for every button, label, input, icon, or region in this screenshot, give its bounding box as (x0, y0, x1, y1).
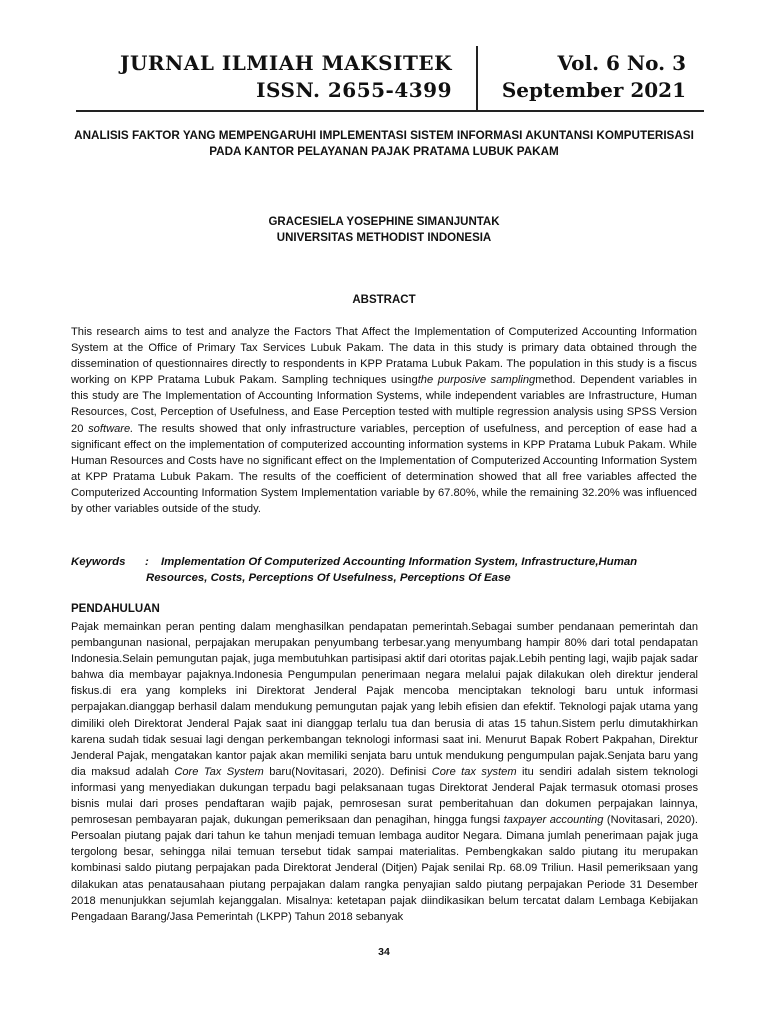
section-body (71, 619, 698, 925)
author-block (64, 214, 704, 246)
abstract-part-3: The results showed that only infrastructure variables, perception of usefulness, and perception of ease had a significant effect on the implementation of computerized accounting information systems in KPP Pratama Lubuk Pakam. While Human Resources and Costs have no significant effect on the Implementation of Computerized Accounting Information System at KPP Pratama Lubuk Pakam. The results of the coefficient of determination showed that all free variables affected the Computerized Accounting Information System Implementation variable by 67.80%, while the remaining 32.20% was influenced by other variables outside of the study. (71, 422, 697, 516)
header-rule (76, 110, 704, 112)
body-italic-1: Core Tax System (174, 765, 264, 778)
body-italic-3: taxpayer accounting (503, 814, 604, 827)
body-part-3: itu sendiri adalah sistem teknologi informasi yang menyediakan dukungan terpadu bagi pelaksanaan tugas Direktorat Jenderal Pajak termasuk otomasi proses bisnis mulai dari proses pendaftaran wajib pajak, pemrosesan surat pemberitahuan dan dokumen perpajakan lainnya, pemrosesan pembayaran pajak, dukungan pemeriksaan dan penagihan, hingga fungsi (71, 765, 698, 827)
journal-volume: Vol. 6 No. 3 (557, 51, 686, 75)
body-part-4: (Novitasari, 2020). Persoalan piutang pajak dari tahun ke tahun menjadi temuan lembaga auditor Negara. Dimana jumlah penerimaan pajak juga tergolong besar, sehingga nilai temuan tersebut tidak sampai materialitas. Pembengkakan saldo piutang itu merupakan kombinasi saldo piutang perpajakan pada Direktorat Jenderal (Ditjen) Pajak senilai Rp. 68.09 Triliun. Hasil pemeriksaan yang dilakukan atas penatausahaan piutang perpajakan dalam rangka penyajian saldo piutang perpajakan Periode 31 Desember 2018 menunjukkan sejumlah kejanggalan. Misalnya: ketetapan pajak diindikasikan belum tercatat dalam Lembaga Kebijakan Pengadaan Barang/Jasa Pemerintah (LKPP) Tahun 2018 sebanyak (71, 814, 698, 923)
keywords-block (71, 554, 699, 586)
paper-title (64, 128, 704, 160)
abstract-italic-2: software. (88, 422, 134, 435)
journal-name: JURNAL ILMIAH MAKSITEK (120, 51, 452, 75)
paper-title-line-2: PADA KANTOR PELAYANAN PAJAK PRATAMA LUBUK PAKAM (209, 145, 559, 158)
abstract-part-2: method. Dependent variables in this study are The Implementation of Accounting Information Systems, while independent variables are Infrastructure, Human Resources, Cost, Perception of Usefulness, and Ease Perception tested with multiple regression analysis using SPSS Version 20 (71, 374, 698, 435)
keywords-label: Keywords (71, 556, 126, 568)
journal-header-left (0, 50, 452, 104)
abstract-text (71, 324, 697, 517)
keywords-separator: : (145, 556, 149, 568)
journal-issn: ISSN. 2655-4399 (256, 78, 452, 102)
abstract-part-1: This research aims to test and analyze the Factors That Affect the Implementation of Computerized Accounting Information System at the Office of Primary Tax Services Lubuk Pakam. The data in this study is primary data obtained through the dissemination of questionnaires directly to respondents in KPP Pratama Lubuk Pakam. The population in this study is a fiscus working on KPP Pratama Lubuk Pakam. Sampling techniques using (71, 326, 697, 387)
author-affiliation: UNIVERSITAS METHODIST INDONESIA (276, 232, 492, 244)
keywords-text: Implementation Of Computerized Accounting Information System, Infrastructure,Human Resources, Costs, Perceptions Of Usefulness, Perceptions Of Ease (146, 556, 638, 584)
body-italic-2: Core tax system (431, 765, 517, 778)
abstract-heading: ABSTRACT (352, 294, 416, 306)
journal-header-right (496, 50, 686, 104)
header-divider-vertical (476, 46, 478, 112)
journal-date: September 2021 (501, 78, 686, 102)
abstract-italic-1: the purposive sampling (417, 374, 536, 387)
page-number: 34 (378, 946, 390, 958)
author-name: GRACESIELA YOSEPHINE SIMANJUNTAK (268, 216, 500, 228)
body-part-2: baru(Novitasari, 2020). Definisi (263, 765, 432, 778)
paper-title-line-1: ANALISIS FAKTOR YANG MEMPENGARUHI IMPLEMENTASI SISTEM INFORMASI AKUNTANSI KOMPUTERISASI (74, 129, 694, 142)
body-part-1: Pajak memainkan peran penting dalam menghasilkan pendapatan pemerintah.Sebagai sumber pendanaan pemerintah dan pembangunan nasional, perpajakan merupakan penyumbang terbesar.yang menyumbang hampir 80% dari total pendapatan Indonesia.Selain pemungutan pajak, juga membutuhkan partisipasi aktif dari otoritas pajak.Lebih penting lagi, wajib pajak sadar bahwa dia membayar pajaknya.Indonesia Pengumpulan penerimaan negara melalui pajak dilakukan oleh direktur jenderal fiskus.di era yang kompleks ini Direktorat Jenderal Pajak mencoba menciptakan teknologi baru untuk informasi perpajakan.dianggap berhasil dalam mendukung pemungutan pajak yang lebih efisien dan efektif. Teknologi pajak utama yang dimiliki oleh Direktorat Jenderal Pajak saat ini dianggap terlalu tua dan berusia di atas 15 tahun.Sistem perlu dimutakhirkan karena sudah tidak sesuai lagi dengan perkembangan teknologi informasi saat ini. Menurut Bapak Robert Pakpahan, Direktur Jenderal Pajak, mengatakan kantor pajak akan memiliki senjata baru untuk mendukung pengumpulan pajak.Senjata baru yang dia maksud adalah (71, 621, 698, 778)
section-heading: PENDAHULUAN (71, 603, 160, 615)
